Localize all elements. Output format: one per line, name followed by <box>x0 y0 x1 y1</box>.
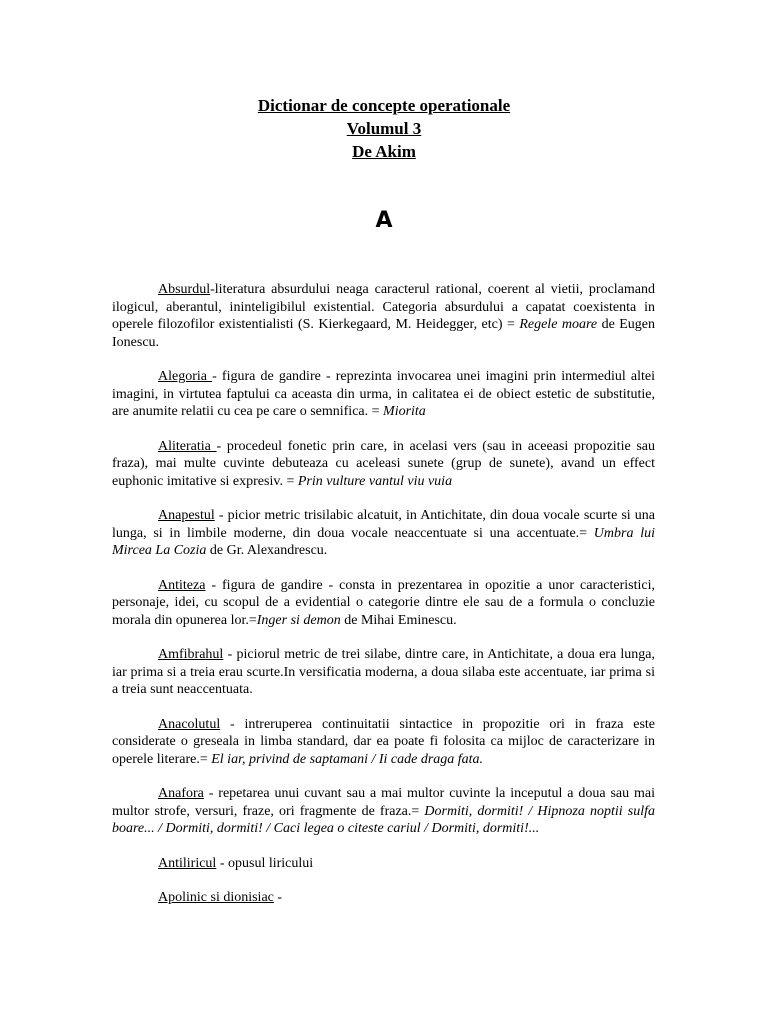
entry-absurdul <box>112 281 655 351</box>
entry-definition: - figura de gandire - consta in prezentarea in opozitie a unor caracteristici, personaje, idei, cu scopul de a evidential o categorie dintre ele sau de a formula o concluzie morala din opunerea lor.= <box>112 577 655 628</box>
entry-aliteratia <box>112 438 655 491</box>
entry-definition: - <box>273 890 283 905</box>
entry-example: Umbra lui Mircea La Cozia <box>112 525 655 558</box>
entry-term: Apolinic si dionisiac <box>158 890 274 905</box>
document-title: Dictionar de concepte operationale <box>257 96 511 115</box>
entry-antiliricul <box>112 855 655 873</box>
entry-suffix: de Eugen Ionescu. <box>112 317 655 350</box>
entry-example: Inger si demon <box>256 612 341 628</box>
entry-term: Anapestul <box>158 508 215 523</box>
entry-suffix: de Gr. Alexandrescu. <box>206 543 328 558</box>
entry-antiteza <box>112 577 655 630</box>
entry-anafora <box>112 785 655 838</box>
entry-example: Dormiti, dormiti! / Hipnoza noptii sulfa boare... / Dormiti, dormiti! / Caci legea o citeste cariul / Dormiti, dormiti!... <box>112 803 656 836</box>
entry-alegoria <box>112 368 655 421</box>
entry-anapestul <box>112 507 655 560</box>
entry-term: Aliteratia <box>158 438 217 454</box>
entry-example: Regele moare <box>519 317 598 332</box>
entry-definition: - piciorul metric de trei silabe, dintre care, in Antichitate, a doua era lunga, iar prima si a treia erau scurte.In versificatia moderna, a doua silaba este accentuate, iar prima si a treia sunt neaccentuata. <box>112 647 655 697</box>
entry-definition: -literatura absurdului neaga caracterul rational, coerent al vietii, proclamand ilogicul, aberantul, ininteligibilul existential. Categoria absurdului a capatat coexistenta in operele filozofilor existentialisti (S. Kierkegaard, M. Heidegger, etc) = <box>112 282 655 332</box>
entry-definition: - repetarea unui cuvant sau a mai multor cuvinte la inceputul a doua sau mai multor strofe, versuri, fraze, ori fragmente de fraza.= <box>112 786 655 819</box>
entry-definition: - picior metric trisilabic alcatuit, in Antichitate, din doua vocale scurte si una lunga, si in limbile moderne, din doua vocale neaccentuate si una accentuate.= <box>112 508 655 541</box>
entry-anacolutul <box>112 716 655 769</box>
entry-amfibrahul <box>112 646 655 699</box>
entry-term: Antiteza <box>158 577 206 593</box>
entry-apolinic-si-dionisiac <box>112 889 655 907</box>
entry-term: Absurdul <box>158 282 211 297</box>
entry-example: El iar, privind de saptamani / Ii cade draga fata. <box>211 751 484 767</box>
volume-title: Volumul 3 <box>346 119 422 138</box>
entry-term: Amfibrahul <box>158 647 224 662</box>
entry-definition: - opusul liricului <box>216 855 314 871</box>
entry-example: Miorita <box>383 404 426 419</box>
author-line: De Akim <box>352 142 416 161</box>
entry-term: Anacolutul <box>158 716 221 732</box>
section-letter: A <box>375 208 393 233</box>
entry-example: Prin vulture vantul viu vuia <box>297 473 453 489</box>
entry-suffix: de Mihai Eminescu. <box>340 612 457 628</box>
entry-definition: - figura de gandire - reprezinta invocarea unei imagini prin intermediul altei imagini, in virtutea faptului ca aceasta din urma, in calitatea ei de obiect estetic de substitutie, are anumite relatii cu cea pe care o semnifica. = <box>112 369 656 419</box>
entry-term: Antiliricul <box>158 855 217 871</box>
entry-definition: - procedeul fonetic prin care, in acelasi vers (sau in aceeasi propozitie sau fraza), mai multe cuvinte debuteaza cu aceleasi sunete (grup de sunete), avand un effect euphonic imitative si expresiv. = <box>112 438 655 489</box>
entry-term: Anafora <box>158 786 204 801</box>
entry-term: Alegoria <box>158 369 213 384</box>
entry-list <box>112 281 655 924</box>
entry-definition: - intreruperea continuitatii sintactice in propozitie ori in fraza este considerate o greseala in limba standard, dar ea poate fi folosita ca mijloc de caracterizare in operele literare.= <box>112 716 655 767</box>
document-header <box>0 94 768 163</box>
